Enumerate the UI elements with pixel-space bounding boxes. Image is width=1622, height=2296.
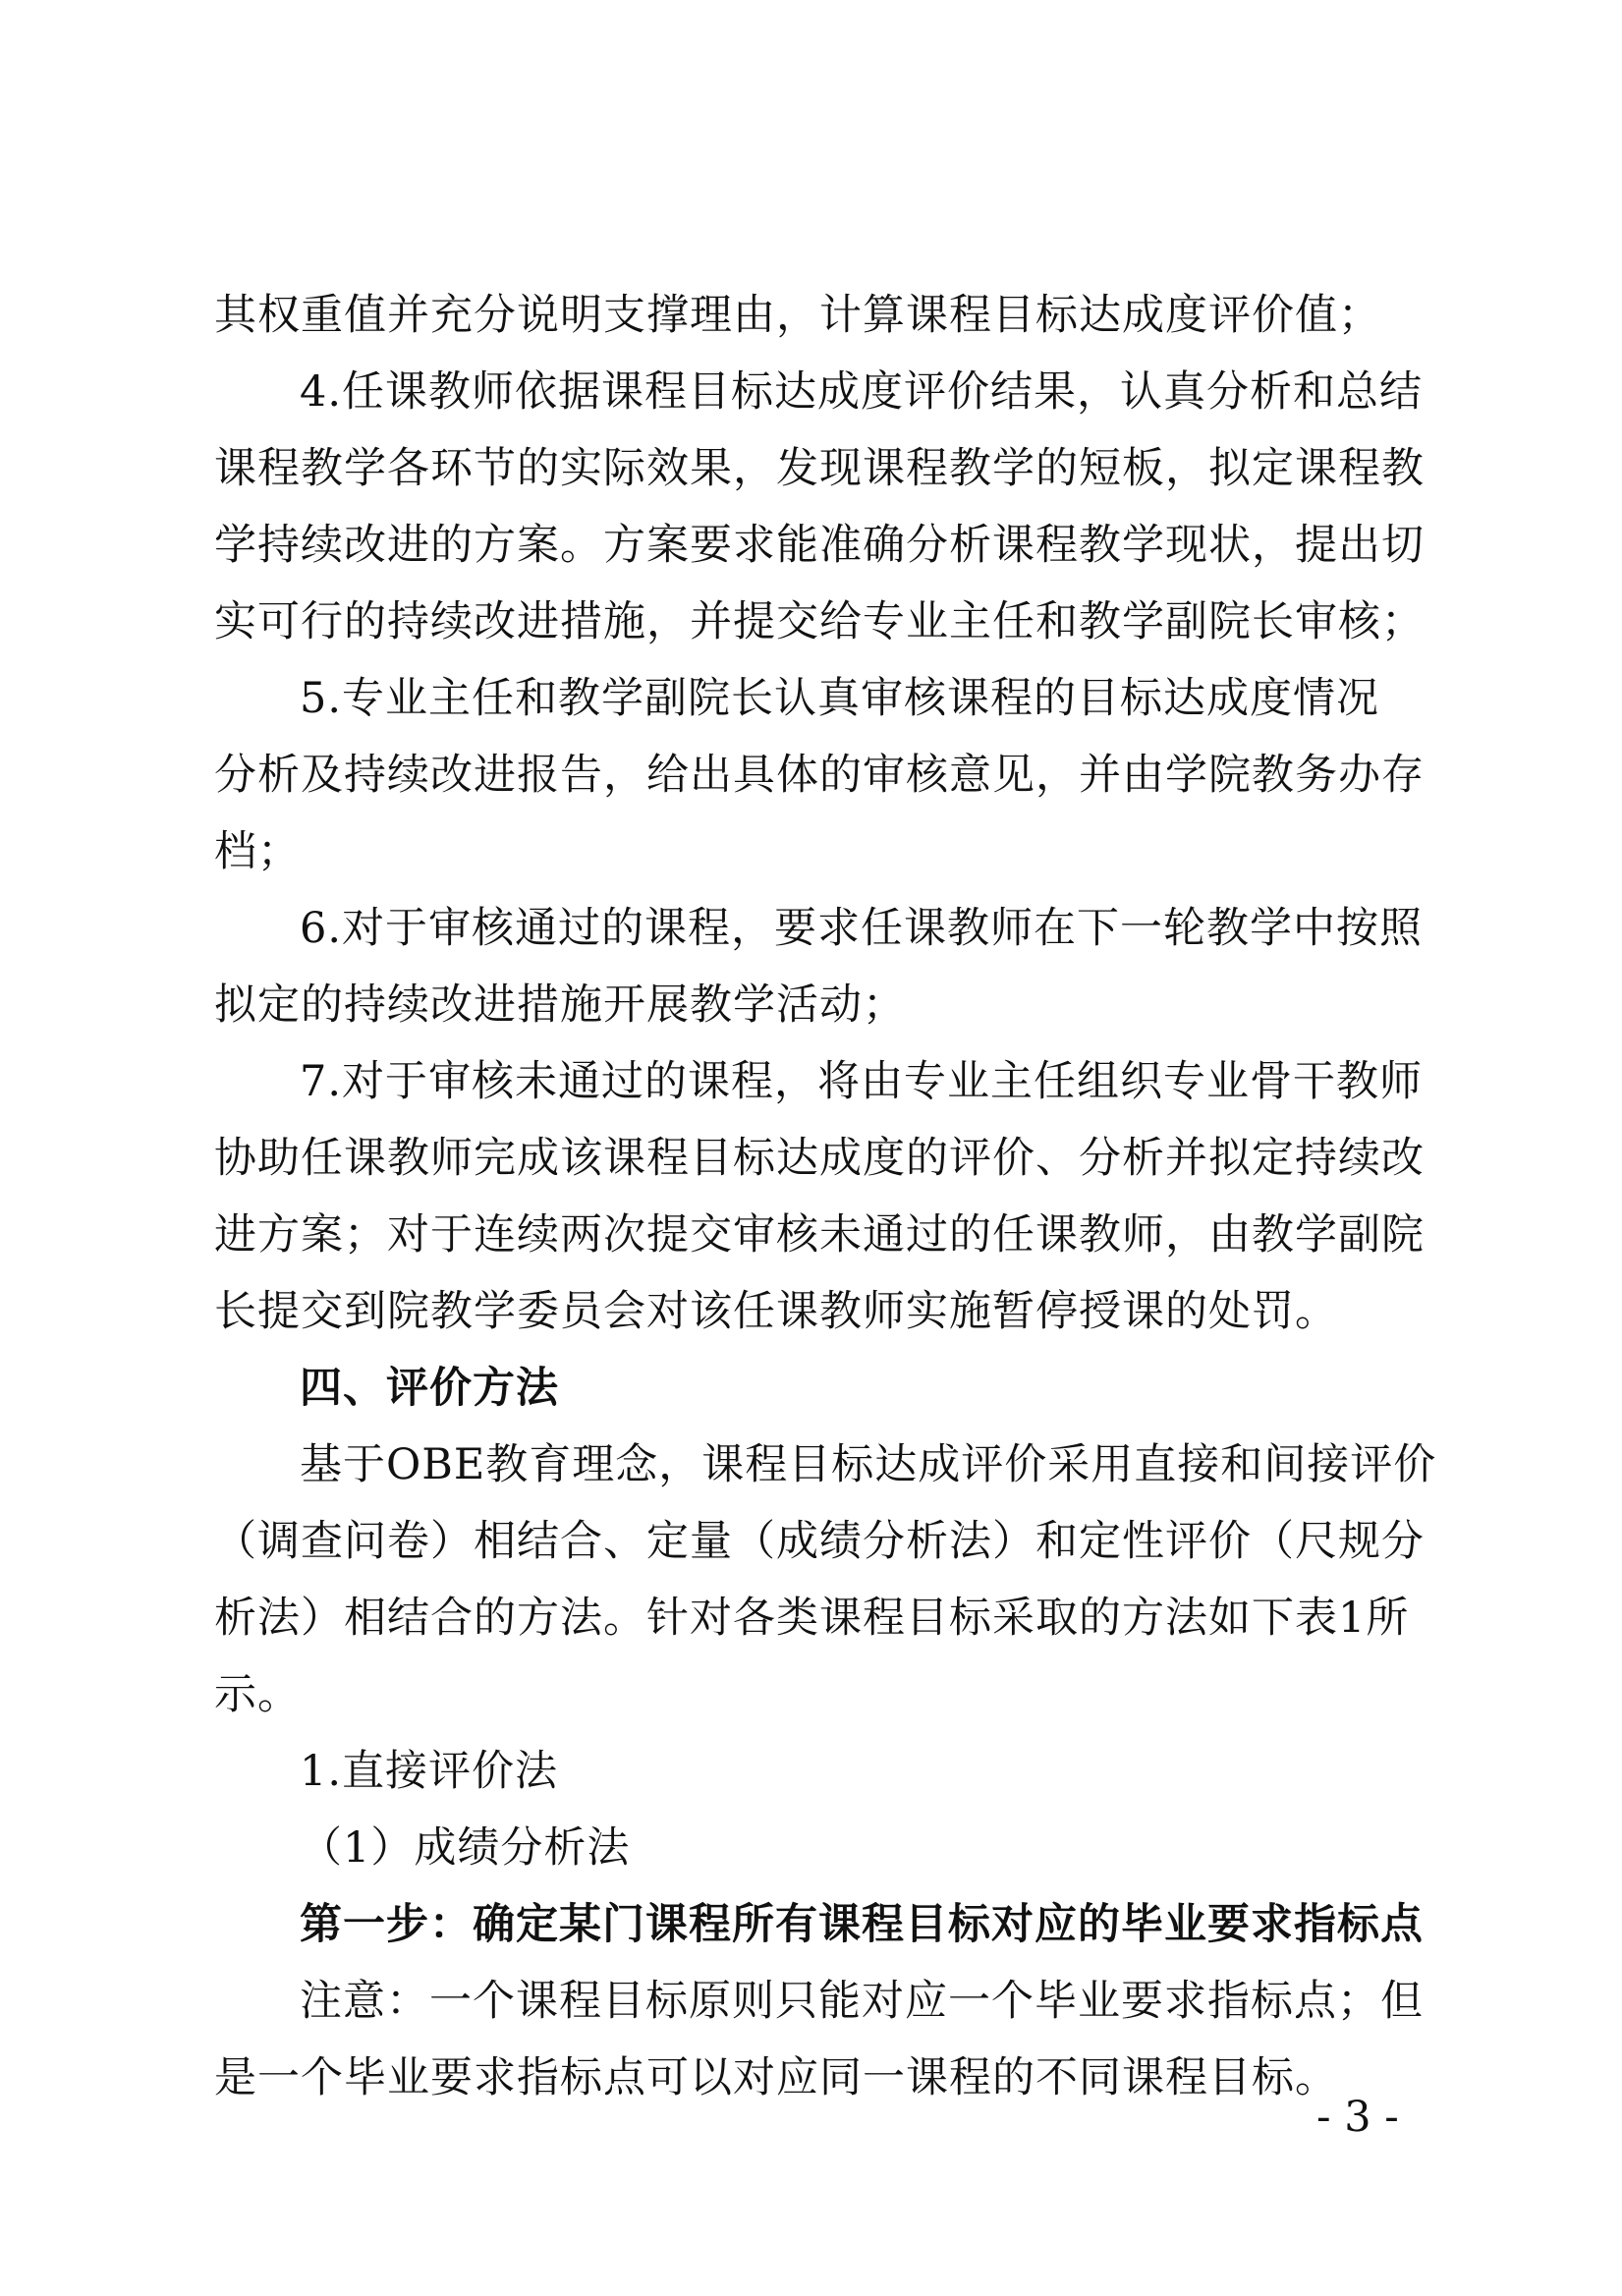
text-line: 7.对于审核未通过的课程，将由专业主任组织专业骨干教师 (300, 1057, 1424, 1106)
text-line: 析法）相结合的方法。针对各类课程目标采取的方法如下表1所 (214, 1594, 1410, 1643)
text-line: 实可行的持续改进措施，并提交给专业主任和教学副院长审核； (214, 597, 1425, 646)
text-line: 进方案；对于连续两次提交审核未通过的任课教师，由教学副院 (214, 1210, 1425, 1260)
subsection-heading: 1.直接评价法 (300, 1747, 559, 1796)
section-heading: 四、评价方法 (300, 1364, 559, 1413)
text-line: 注意：一个课程目标原则只能对应一个毕业要求指标点；但 (300, 1977, 1424, 2026)
text-line: 拟定的持续改进措施开展教学活动； (214, 980, 906, 1030)
text-line: 基于OBE教育理念，课程目标达成评价采用直接和间接评价 (300, 1440, 1437, 1489)
text-line: 是一个毕业要求指标点可以对应同一课程的不同课程目标。 (214, 2053, 1338, 2102)
text-line: 协助任课教师完成该课程目标达成度的评价、分析并拟定持续改 (214, 1134, 1425, 1183)
step-heading: 第一步：确定某门课程所有课程目标对应的毕业要求指标点 (300, 1900, 1424, 1949)
text-line: （调查问卷）相结合、定量（成绩分析法）和定性评价（尺规分 (214, 1517, 1425, 1566)
text-line: 其权重值并充分说明支撑理由，计算课程目标达成度评价值； (214, 291, 1381, 340)
subsection-heading: （1）成绩分析法 (300, 1823, 631, 1873)
text-line: 4.任课教师依据课程目标达成度评价结果，认真分析和总结 (300, 367, 1424, 417)
text-line: 课程教学各环节的实际效果，发现课程教学的短板，拟定课程教 (214, 444, 1425, 493)
text-line: 学持续改进的方案。方案要求能准确分析课程教学现状，提出切 (214, 521, 1425, 570)
text-line: 5.专业主任和教学副院长认真审核课程的目标达成度情况 (300, 674, 1380, 723)
text-line: 档； (214, 827, 301, 876)
page-number: - 3 - (1316, 2093, 1399, 2142)
text-line: 分析及持续改进报告，给出具体的审核意见，并由学院教务办存 (214, 751, 1425, 800)
text-line: 长提交到院教学委员会对该任课教师实施暂停授课的处罚。 (214, 1287, 1338, 1336)
text-line: 示。 (214, 1670, 301, 1719)
text-line: 6.对于审核通过的课程，要求任课教师在下一轮教学中按照 (300, 904, 1424, 953)
